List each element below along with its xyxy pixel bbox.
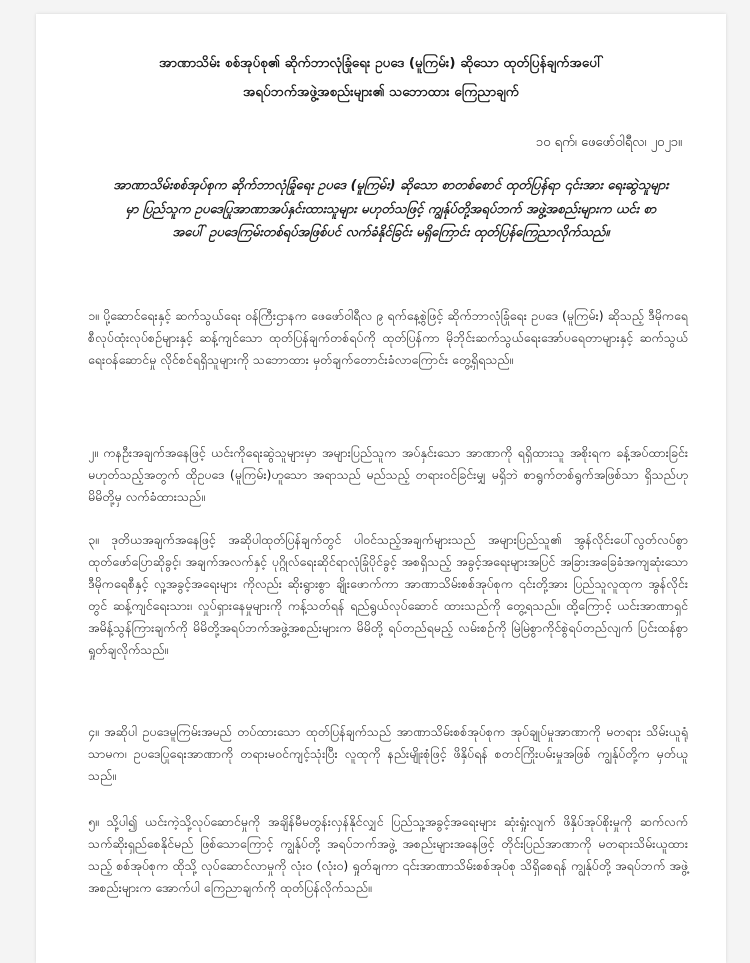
paragraph-2: ၂။ ကနဦးအချက်အနေဖြင့် ယင်းကိုရေးဆွဲသူများမှာ အများပြည်သူက အပ်နှင်းသော အာဏာကို ရရှိထားသူ အစိုးရက ခန့်အပ်ထားခြင်း မဟုတ်သည့်အတွက် ထိုဥပဒေ (မူကြမ်း)ဟူသော အရာသည် မည်သည့် တရားဝင်ခြင်းမျှ မရှိဘဲ စာရွက်တစ်ရွက်အဖြစ်သာ ရှိသည်ဟု မိမိတို့မှ လက်ခံထားသည်။ <box>88 445 688 504</box>
document-page <box>36 14 726 963</box>
document-title-line2: အရပ်ဘက်အဖွဲ့အစည်းများ၏ သဘောထား ကြေညာချက် <box>243 84 519 100</box>
document-date: ၁၀ ရက်၊ ဖေဖော်ဝါရီလ၊ ၂၀၂၁။ <box>535 135 682 150</box>
document-title-line1: အာဏာသိမ်း စစ်အုပ်စု၏ ဆိုက်ဘာလုံခြုံရေး ဥပဒေ (မူကြမ်း) ဆိုသော ထုတ်ပြန်ချက်အပေါ် <box>159 55 603 71</box>
paragraph-3: ၃။ ဒုတိယအချက်အနေဖြင့် အဆိုပါထုတ်ပြန်ချက်တွင် ပါဝင်သည့်အချက်များသည် အများပြည်သူ၏ အွန်လိုင်းပေါ်လွတ်လပ်စွာထုတ်ဖော်ပြောဆိုခွင့်၊ အချက်အလက်နှင့် ပုဂ္ဂိုလ်ရေးဆိုင်ရာလုံခြုံပိုင်ခွင့် အစရှိသည့် အခွင့်အရေးများအပြင် အခြားအခြေခံအကျဆုံးသော ဒီမိုကရေစီနှင့် လူ့အခွင့်အရေးများ ကိုလည်း ဆိုးရွားစွာ ချိုးဖောက်ကာ အာဏာသိမ်းစစ်အုပ်စုက ၎င်းတို့အား ပြည်သူလူထုက အွန်လိုင်းတွင် ဆန့်ကျင်ရေးသား၊ လှုပ်ရှားနေမှုများကို ကန့်သတ်ရန် ရည်ရွယ်လုပ်ဆောင် ထားသည်ကို တွေ့ရသည်။ ထို့ကြောင့် ယင်းအာဏာရှင်အမိန့်သွန်ကြားချက်ကို မိမိတို့အရပ်ဘက်အဖွဲ့အစည်းများက မိမိတို့ ရပ်တည်ရမည့် လမ်းစဉ်ကို မြဲမြဲစွာကိုင်စွဲရပ်တည်လျက် ပြင်းထန်စွာ ရှုတ်ချလိုက်သည်။ <box>88 532 688 657</box>
paragraph-4: ၄။ အဆိုပါ ဥပဒေမူကြမ်းအမည် တပ်ထားသော ထုတ်ပြန်ချက်သည် အာဏာသိမ်းစစ်အုပ်စုက အုပ်ချုပ်မှုအာဏာကို မတရား သိမ်းယူရုံသာမက၊ ဥပဒေပြုရေးအာဏာကို တရားမဝင်ကျင့်သုံးပြီး လူထုကို နည်းမျိုးစုံဖြင့် ဖိနှိပ်ရန် စတင်ကြိုးပမ်းမှုအဖြစ် ကျွန်ုပ်တို့က မှတ်ယူသည်။ <box>88 724 688 783</box>
paragraph-5: ၅။ သို့ပါ၍ ယင်းကဲ့သို့လုပ်ဆောင်မှုကို အချိန်မီမတွန်းလှန်နိုင်လျှင် ပြည်သူ့အခွင့်အရေးများ ဆုံးရှုံးလျက် ဖိနှိပ်အုပ်စိုးမှုကို ဆက်လက်သက်ဆိုးရှည်စေနိုင်မည် ဖြစ်သောကြောင့် ကျွန်ုပ်တို့ အရပ်ဘက်အဖွဲ့ အစည်းများအနေဖြင့် တိုင်းပြည်အာဏာကို မတရားသိမ်းယူထားသည့် စစ်အုပ်စုက ထိုသို့ လုပ်ဆောင်လာမှုကို လုံးဝ (လုံးဝ) ရှုတ်ချကာ ၎င်းအာဏာသိမ်းစစ်အုပ်စု သိရှိစေရန် ကျွန်ုပ်တို့ အရပ်ဘက် အဖွဲ့အစည်းများက အောက်ပါ ကြေညာချက်ကို ထုတ်ပြန်လိုက်သည်။ <box>88 814 688 895</box>
lead-statement: အာဏာသိမ်းစစ်အုပ်စုက ဆိုက်ဘာလုံခြုံရေး ဥပဒေ (မူကြမ်း) ဆိုသော စာတစ်စောင် ထုတ်ပြန်ရာ ၎င်းအား ရေးဆွဲသူများမှာ ပြည်သူက ဥပဒေပြုအာဏာအပ်နှင်းထားသူများ မဟုတ်သဖြင့် ကျွန်ုပ်တို့အရပ်ဘက် အဖွဲ့အစည်းများက ယင်း စာအပေါ် ဥပဒေကြမ်းတစ်ရပ်အဖြစ်ပင် လက်ခံနိုင်ခြင်း မရှိကြောင်း ထုတ်ပြန်ကြေညာလိုက်သည်။ <box>113 178 669 240</box>
paragraph-1: ၁။ ပို့ဆောင်ရေးနှင့် ဆက်သွယ်ရေး ဝန်ကြီးဌာနက ဖေဖော်ဝါရီလ ၉ ရက်နေ့စွဲဖြင့် ဆိုက်ဘာလုံခြုံရေး ဥပဒေ (မူကြမ်း) ဆိုသည့် ဒီမိုကရေစီလုပ်ထုံးလုပ်စဉ်များနှင့် ဆန့်ကျင်သော ထုတ်ပြန်ချက်တစ်ရပ်ကို ထုတ်ပြန်ကာ မိုဘိုင်းဆက်သွယ်ရေးအော်ပရေတာများနှင့် ဆက်သွယ်ရေးဝန်ဆောင်မှု လိုင်စင်ရရှိသူများကို သဘောထား မှတ်ချက်တောင်းခံလာကြောင်း တွေ့ရှိရသည်။ <box>88 308 688 367</box>
